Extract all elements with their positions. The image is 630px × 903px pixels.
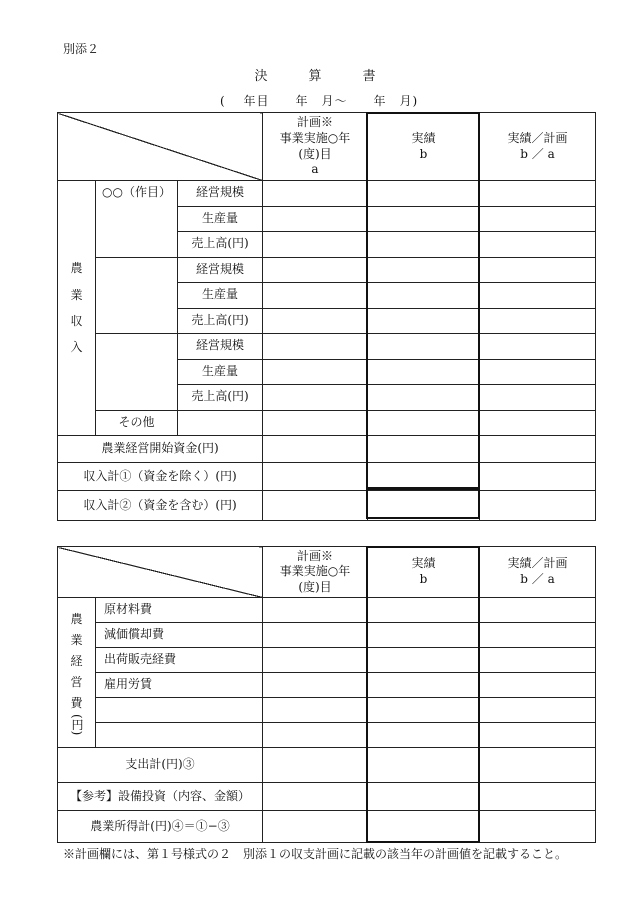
ratio-column-header: 実績／計画 b ／ a [480, 113, 596, 181]
actual-column-header: 実績 b [368, 113, 480, 181]
ratio-column-header: 実績／計画 b ／ a [480, 547, 596, 598]
corner-header-cell [58, 547, 263, 598]
input-cell[interactable] [480, 748, 596, 783]
input-cell[interactable] [480, 334, 596, 360]
input-cell[interactable] [263, 206, 368, 232]
item-sales: 売上高(円) [178, 385, 263, 411]
input-cell[interactable] [480, 232, 596, 258]
input-cell[interactable] [368, 673, 480, 698]
input-cell[interactable] [480, 283, 596, 309]
item-scale: 経営規模 [178, 334, 263, 360]
input-cell[interactable] [368, 491, 480, 521]
item-scale: 経営規模 [178, 181, 263, 207]
expense-item-materials: 原材料費 [96, 598, 263, 623]
income-total-1-label: 収入計①（資金を除く）(円) [58, 463, 263, 491]
input-cell[interactable] [368, 334, 480, 360]
input-cell[interactable] [480, 723, 596, 748]
expense-total-label: 支出計(円)③ [58, 748, 263, 783]
period-line: ( 年目 年 月〜 年 月) [220, 94, 419, 108]
input-cell[interactable] [368, 698, 480, 723]
input-cell[interactable] [263, 811, 368, 843]
input-cell[interactable] [263, 232, 368, 258]
input-cell[interactable] [480, 698, 596, 723]
item-sales: 売上高(円) [178, 232, 263, 258]
input-cell[interactable] [368, 748, 480, 783]
input-cell[interactable] [263, 491, 368, 521]
input-cell[interactable] [480, 648, 596, 673]
income-table [57, 112, 596, 521]
input-cell[interactable] [263, 648, 368, 673]
input-cell[interactable] [480, 623, 596, 648]
input-cell[interactable] [263, 783, 368, 811]
expense-item-shipping: 出荷販売経費 [96, 648, 263, 673]
plan-column-header: 計画※ 事業実施○年 (度)目 [263, 547, 368, 598]
crop-name-2[interactable] [96, 257, 178, 334]
input-cell[interactable] [368, 257, 480, 283]
input-cell[interactable] [263, 308, 368, 334]
input-cell[interactable] [480, 598, 596, 623]
income-total-2-label: 収入計②（資金を含む）(円) [58, 491, 263, 521]
corner-header-cell [58, 113, 263, 181]
page-title: 決 算 書 [254, 69, 390, 84]
input-cell[interactable] [480, 359, 596, 385]
input-cell[interactable] [480, 206, 596, 232]
expense-table [57, 546, 596, 843]
other-income-label: その他 [96, 410, 178, 436]
input-cell[interactable] [368, 283, 480, 309]
expense-item-blank[interactable] [96, 698, 263, 723]
input-cell[interactable] [480, 491, 596, 521]
input-cell[interactable] [368, 206, 480, 232]
reference-investment-label: 【参考】設備投資（内容、金額） [58, 783, 263, 811]
input-cell[interactable] [480, 436, 596, 463]
input-cell[interactable] [263, 181, 368, 207]
input-cell[interactable] [480, 673, 596, 698]
item-volume: 生産量 [178, 283, 263, 309]
plan-column-header: 計画※ 事業実施○年 (度)目 a [263, 113, 368, 181]
expense-section-label: 農 業 経 営 費 (円) [58, 598, 96, 748]
item-scale: 経営規模 [178, 257, 263, 283]
input-cell[interactable] [263, 257, 368, 283]
item-sales: 売上高(円) [178, 308, 263, 334]
input-cell[interactable] [368, 723, 480, 748]
item-volume: 生産量 [178, 206, 263, 232]
input-cell[interactable] [368, 181, 480, 207]
input-cell[interactable] [368, 385, 480, 411]
input-cell[interactable] [263, 359, 368, 385]
input-cell[interactable] [480, 410, 596, 436]
input-cell[interactable] [263, 436, 368, 463]
expense-item-blank[interactable] [96, 723, 263, 748]
input-cell[interactable] [263, 463, 368, 491]
crop-name-3[interactable] [96, 334, 178, 411]
input-cell[interactable] [263, 698, 368, 723]
expense-item-labor: 雇用労賃 [96, 673, 263, 698]
input-cell[interactable] [368, 598, 480, 623]
input-cell[interactable] [480, 811, 596, 843]
input-cell[interactable] [368, 232, 480, 258]
crop-name-1: ○○（作目） [96, 181, 178, 258]
income-section-label: 農 業 収 入 [58, 181, 96, 436]
input-cell[interactable] [368, 623, 480, 648]
input-cell[interactable] [263, 410, 368, 436]
input-cell[interactable] [480, 783, 596, 811]
footnote: ※計画欄には、第１号様式の２ 別添１の収支計画に記載の該当年の計画値を記載すること。 [63, 847, 568, 861]
input-cell[interactable] [263, 283, 368, 309]
farm-income-total-label: 農業所得計(円)④＝①−③ [58, 811, 263, 843]
input-cell[interactable] [368, 359, 480, 385]
input-cell[interactable] [263, 623, 368, 648]
input-cell[interactable] [368, 410, 480, 436]
start-funds-label: 農業経営開始資金(円) [58, 436, 263, 463]
input-cell[interactable] [368, 463, 480, 491]
input-cell[interactable] [368, 308, 480, 334]
input-cell[interactable] [368, 811, 480, 843]
expense-item-depreciation: 減価償却費 [96, 623, 263, 648]
input-cell[interactable] [263, 673, 368, 698]
input-cell[interactable] [480, 308, 596, 334]
input-cell[interactable] [480, 257, 596, 283]
input-cell[interactable] [263, 598, 368, 623]
input-cell[interactable] [263, 385, 368, 411]
input-cell[interactable] [263, 723, 368, 748]
other-income-spacer [178, 410, 263, 436]
input-cell[interactable] [263, 334, 368, 360]
input-cell[interactable] [368, 648, 480, 673]
actual-column-header: 実績 b [368, 547, 480, 598]
input-cell[interactable] [263, 748, 368, 783]
attachment-label: 別添２ [63, 42, 100, 56]
item-volume: 生産量 [178, 359, 263, 385]
input-cell[interactable] [480, 385, 596, 411]
input-cell[interactable] [368, 783, 480, 811]
input-cell[interactable] [480, 181, 596, 207]
input-cell[interactable] [368, 436, 480, 463]
input-cell[interactable] [480, 463, 596, 491]
